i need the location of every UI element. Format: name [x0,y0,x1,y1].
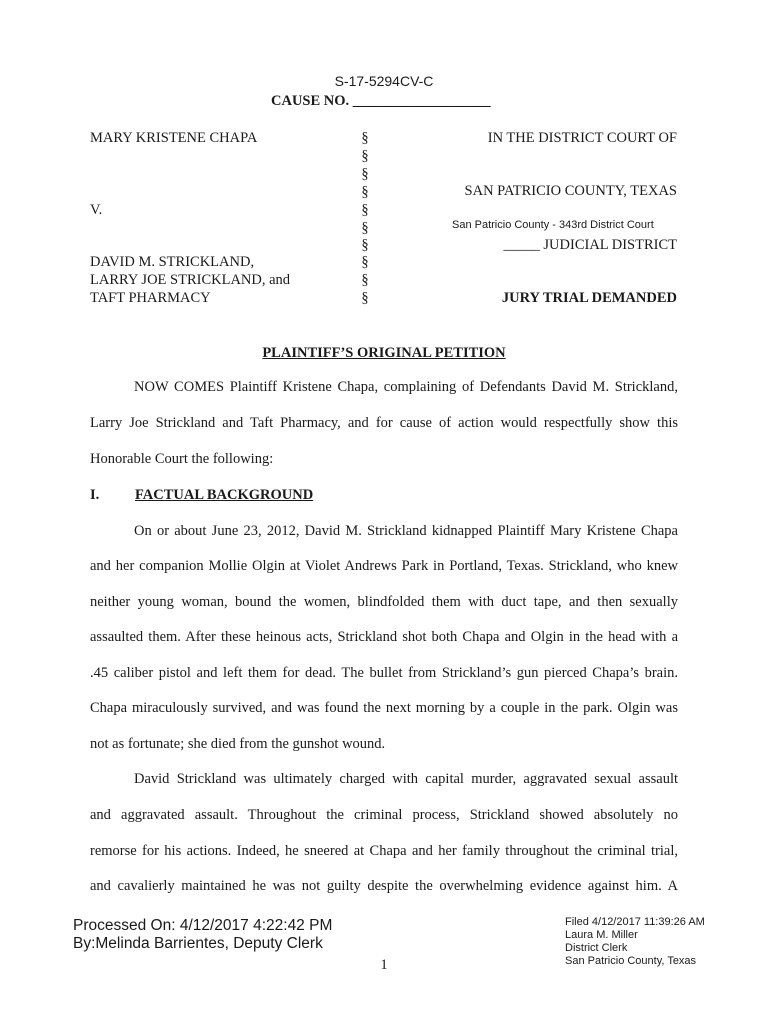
filed-stamp-line: Laura M. Miller [565,929,638,941]
defendant-line-3: TAFT PHARMACY [90,290,211,306]
section-symbol: § [361,130,369,146]
jury-demand: JURY TRIAL DEMANDED [501,290,677,306]
body-line: On or about June 23, 2012, David M. Strickland kidnapped Plaintiff Mary Kristene Chapa [134,523,678,539]
section-symbol: § [361,237,369,253]
section-symbol: § [361,184,369,200]
section-symbol: § [361,202,369,218]
court-name: IN THE DISTRICT COURT OF [487,130,677,146]
cause-number-label: CAUSE NO. ___________________ [271,93,491,109]
section-symbol: § [361,148,369,164]
intro-line: Larry Joe Strickland and Taft Pharmacy, and for cause of action would respectfully show this [90,415,678,431]
body-line: neither young woman, bound the women, blindfolded them with duct tape, and then sexually [90,594,678,610]
body-line: and aggravated assault. Throughout the criminal process, Strickland showed absolutely no [90,807,678,823]
court-stamp: San Patricio County - 343rd District Court [452,219,654,231]
body-line: remorse for his actions. Indeed, he sneered at Chapa and her family throughout the criminal trial, [90,843,678,859]
section-symbol: § [361,254,369,270]
body-line: assaulted them. After these heinous acts, Strickland shot both Chapa and Olgin in the head with a [90,629,678,645]
defendant-line-1: DAVID M. STRICKLAND, [90,254,255,270]
section-number: I. [90,487,100,503]
section-symbol: § [361,220,369,236]
section-symbol: § [361,166,369,182]
body-line: and cavalierly maintained he was not guilty despite the overwhelming evidence against him. A [90,878,678,894]
filed-stamp-line: District Clerk [565,942,628,954]
clerk-stamp: By:Melinda Barrientes, Deputy Clerk [73,935,323,952]
plaintiff-name: MARY KRISTENE CHAPA [90,130,258,146]
intro-line: Honorable Court the following: [90,451,274,467]
filed-stamp-line: Filed 4/12/2017 11:39:26 AM [565,916,705,928]
body-line: Chapa miraculously survived, and was found the next morning by a couple in the park. Olgin was [90,700,678,716]
filed-stamp-line: San Patricio County, Texas [565,955,697,967]
petition-title: PLAINTIFF’S ORIGINAL PETITION [262,345,506,361]
section-heading: FACTUAL BACKGROUND [135,487,314,503]
judicial-district: _____ JUDICIAL DISTRICT [503,237,677,253]
body-line: not as fortunate; she died from the gunshot wound. [90,736,386,752]
body-line: David Strickland was ultimately charged with capital murder, aggravated sexual assault [134,771,678,787]
body-line: and her companion Mollie Olgin at Violet Andrews Park in Portland, Texas. Strickland, who knew [90,558,678,574]
defendant-line-2: LARRY JOE STRICKLAND, and [90,272,291,288]
versus-label: V. [90,202,103,218]
processed-stamp: Processed On: 4/12/2017 4:22:42 PM [73,917,333,934]
intro-line: NOW COMES Plaintiff Kristene Chapa, complaining of Defendants David M. Strickland, [134,379,678,395]
body-line: .45 caliber pistol and left them for dead. The bullet from Strickland’s gun pierced Chapa’s brain. [90,665,678,681]
county-name: SAN PATRICIO COUNTY, TEXAS [464,183,677,199]
docket-number: S-17-5294CV-C [334,73,434,89]
section-symbol: § [361,290,369,306]
section-symbol: § [361,272,369,288]
page-number: 1 [380,957,388,973]
